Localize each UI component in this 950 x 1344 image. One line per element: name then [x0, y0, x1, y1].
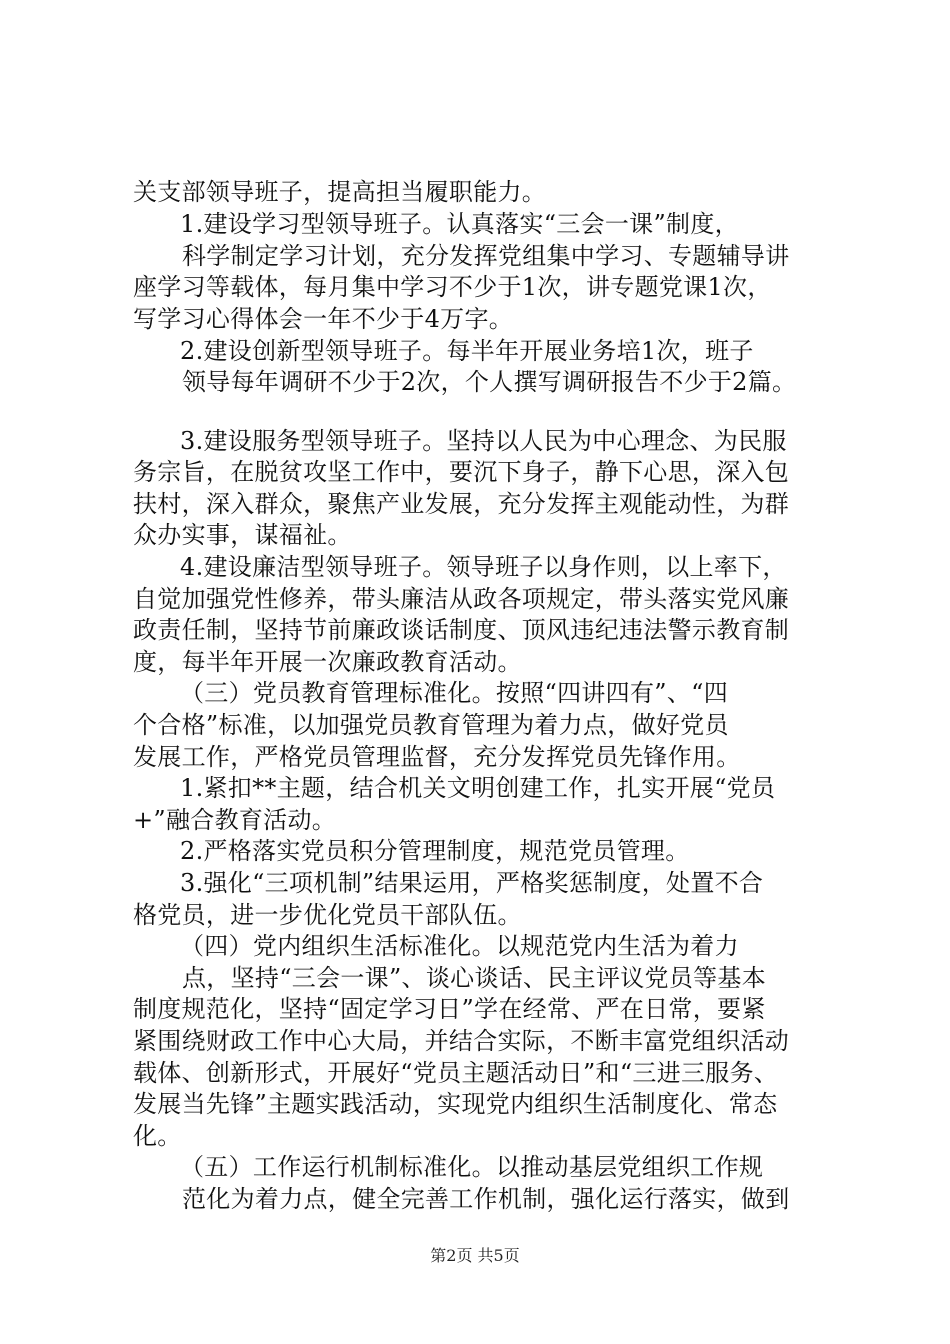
page-number-footer: 第2页 共5页: [430, 1246, 520, 1265]
text-line-18: 发展工作，严格党员管理监督，充分发挥党员先锋作用。: [133, 743, 741, 771]
text-line-23: 格党员，进一步优化党员干部队伍。: [133, 901, 522, 929]
text-line-14: 政责任制，坚持节前廉政谈话制度、顶风违纪违法警示教育制: [133, 616, 790, 644]
text-line-9: 务宗旨，在脱贫攻坚工作中，要沉下身子，静下心思，深入包: [133, 458, 790, 486]
text-line-31: （五）工作运行机制标准化。以推动基层党组织工作规: [180, 1153, 764, 1181]
text-line-27: 紧围绕财政工作中心大局，并结合实际，不断丰富党组织活动: [133, 1027, 790, 1055]
text-line-13: 自觉加强党性修养，带头廉洁从政各项规定，带头落实党风廉: [133, 585, 790, 613]
text-line-5: 写学习心得体会一年不少于4万字。: [133, 305, 514, 333]
text-line-19: 1.紧扣**主题，结合机关文明创建工作，扎实开展“党员: [180, 774, 776, 802]
text-line-3: 科学制定学习计划，充分发挥党组集中学习、专题辅导讲: [182, 242, 790, 270]
text-line-26: 制度规范化，坚持“固定学习日”学在经常、严在日常，要紧: [133, 995, 766, 1023]
text-line-22: 3.强化“三项机制”结果运用，严格奖惩制度，处置不合: [180, 869, 764, 897]
text-line-2: 1.建设学习型领导班子。认真落实“三会一课”制度，: [180, 210, 739, 238]
text-line-28: 载体、创新形式，开展好“党员主题活动日”和“三进三服务、: [133, 1059, 779, 1087]
text-line-7: 领导每年调研不少于2次，个人撰写调研报告不少于2篇。: [182, 368, 797, 396]
text-line-29: 发展当先锋”主题实践活动，实现党内组织生活制度化、常态: [133, 1090, 778, 1118]
text-line-17: 个合格”标准，以加强党员教育管理为着力点，做好党员: [133, 711, 729, 739]
text-line-1: 关支部领导班子，提高担当履职能力。: [133, 178, 547, 206]
text-line-15: 度，每半年开展一次廉政教育活动。: [133, 648, 522, 676]
text-line-16: （三）党员教育管理标准化。按照“四讲四有”、“四: [180, 679, 729, 707]
text-line-4: 座学习等载体，每月集中学习不少于1次，讲专题党课1次，: [133, 273, 772, 301]
text-line-20: +”融合教育活动。: [133, 806, 337, 834]
text-line-25: 点，坚持“三会一课”、谈心谈话、民主评议党员等基本: [182, 964, 767, 992]
text-line-6: 2.建设创新型领导班子。每半年开展业务培1次，班子: [180, 337, 754, 365]
text-line-21: 2.严格落实党员积分管理制度，规范党员管理。: [180, 837, 690, 865]
text-line-10: 扶村，深入群众，聚焦产业发展，充分发挥主观能动性，为群: [133, 490, 790, 518]
text-line-24: （四）党内组织生活标准化。以规范党内生活为着力: [180, 932, 739, 960]
text-line-8: 3.建设服务型领导班子。坚持以人民为中心理念、为民服: [180, 427, 787, 455]
text-line-12: 4.建设廉洁型领导班子。领导班子以身作则，以上率下，: [180, 553, 787, 581]
text-line-11: 众办实事，谋福祉。: [133, 521, 352, 549]
text-line-30: 化。: [133, 1122, 182, 1150]
text-line-32: 范化为着力点，健全完善工作机制，强化运行落实，做到: [182, 1185, 790, 1213]
